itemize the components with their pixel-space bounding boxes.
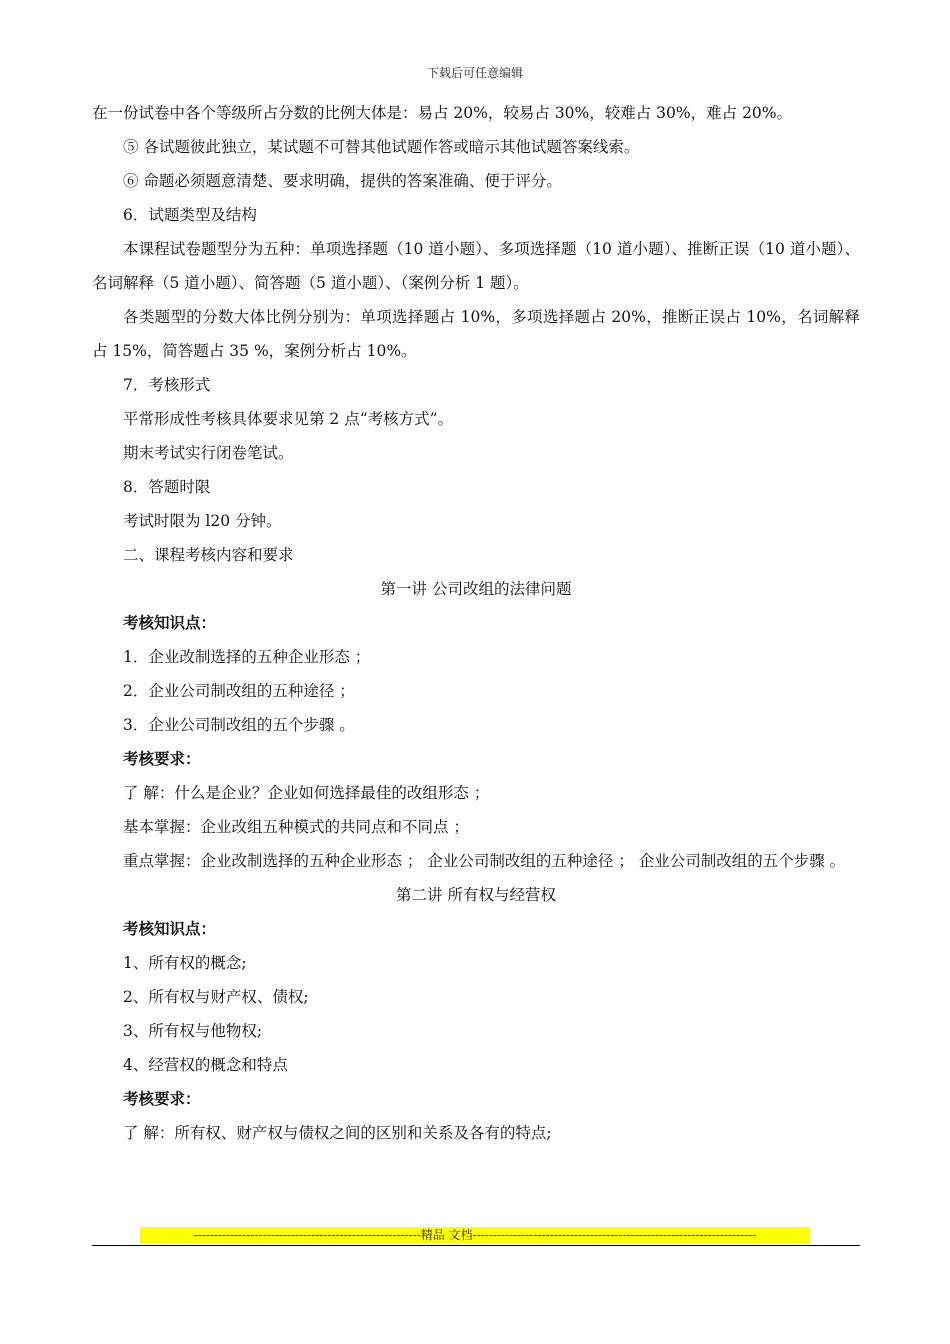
paragraph-score-ratio: 在一份试卷中各个等级所占分数的比例大体是：易占 20%，较易占 30%，较难占 30%，难占 20%。 xyxy=(92,104,793,122)
paragraph-question-types: 本课程试卷题型分为五种：单项选择题（10 道小题）、多项选择题（10 道小题）、推断正误（10 道小题）、名词解释（5 道小题）、简答题（5 道小题）、（案例分析 1 题）。 xyxy=(92,240,860,292)
knowledge-points-heading: 考核知识点： xyxy=(123,613,217,632)
knowledge-point-item: 2、所有权与财产权、债权; xyxy=(123,988,309,1006)
document-body xyxy=(92,96,860,1150)
heading-assessment-form: 7．考核形式 xyxy=(123,376,211,394)
paragraph-formative-assessment: 平常形成性考核具体要求见第 2 点“考核方式”。 xyxy=(123,410,454,428)
heading-question-types: 6．试题类型及结构 xyxy=(123,206,257,224)
requirement-understand: 了 解：什么是企业？企业如何选择最佳的改组形态 ； xyxy=(123,784,490,802)
knowledge-points-heading: 考核知识点： xyxy=(123,919,217,938)
paragraph-time-limit: 考试时限为 l20 分钟。 xyxy=(123,512,282,530)
page-header: 下载后可任意编辑 xyxy=(426,66,523,80)
item-6-clarity: ⑥ 命题必须题意清楚、要求明确，提供的答案准确、便于评分。 xyxy=(123,172,562,190)
requirement-key-master: 重点掌握：企业改制选择的五种企业形态 ； 企业公司制改组的五种途径 ； 企业公司制改组的五个步骤 。 xyxy=(123,852,846,870)
requirement-basic-master: 基本掌握：企业改组五种模式的共同点和不同点 ； xyxy=(123,818,469,836)
requirements-heading: 考核要求： xyxy=(123,749,201,768)
footer-watermark: --------------------------------------------------------精品 文档---------------------------------------------------------------------- xyxy=(140,1227,810,1244)
knowledge-point-item: 4、经营权的概念和特点 xyxy=(123,1056,288,1074)
lecture-2-title: 第二讲 所有权与经营权 xyxy=(396,886,556,904)
paragraph-score-distribution: 各类题型的分数大体比例分别为：单项选择题占 10%，多项选择题占 20%，推断正误占 10%，名词解释占 15%，简答题占 35 %，案例分析占 10%。 xyxy=(92,308,860,360)
knowledge-point-item: 3、所有权与他物权; xyxy=(123,1022,263,1040)
section-heading-content-requirements: 二、课程考核内容和要求 xyxy=(123,546,294,564)
footer-rule xyxy=(92,1245,860,1246)
heading-time-limit: 8．答题时限 xyxy=(123,478,211,496)
knowledge-point-item: 3．企业公司制改组的五个步骤 。 xyxy=(123,716,355,734)
requirements-heading: 考核要求： xyxy=(123,1089,201,1108)
knowledge-point-item: 1、所有权的概念; xyxy=(123,954,247,972)
paragraph-final-exam: 期末考试实行闭卷笔试。 xyxy=(123,444,294,462)
lecture-1-title: 第一讲 公司改组的法律问题 xyxy=(380,580,572,598)
knowledge-point-item: 2．企业公司制改组的五种途径 ； xyxy=(123,682,355,700)
requirement-understand: 了 解：所有权、财产权与债权之间的区别和关系及各有的特点; xyxy=(123,1124,552,1142)
item-5-independence: ⑤ 各试题彼此独立，某试题不可替其他试题作答或暗示其他试题答案线索。 xyxy=(123,138,640,156)
knowledge-point-item: 1．企业改制选择的五种企业形态 ； xyxy=(123,648,371,666)
